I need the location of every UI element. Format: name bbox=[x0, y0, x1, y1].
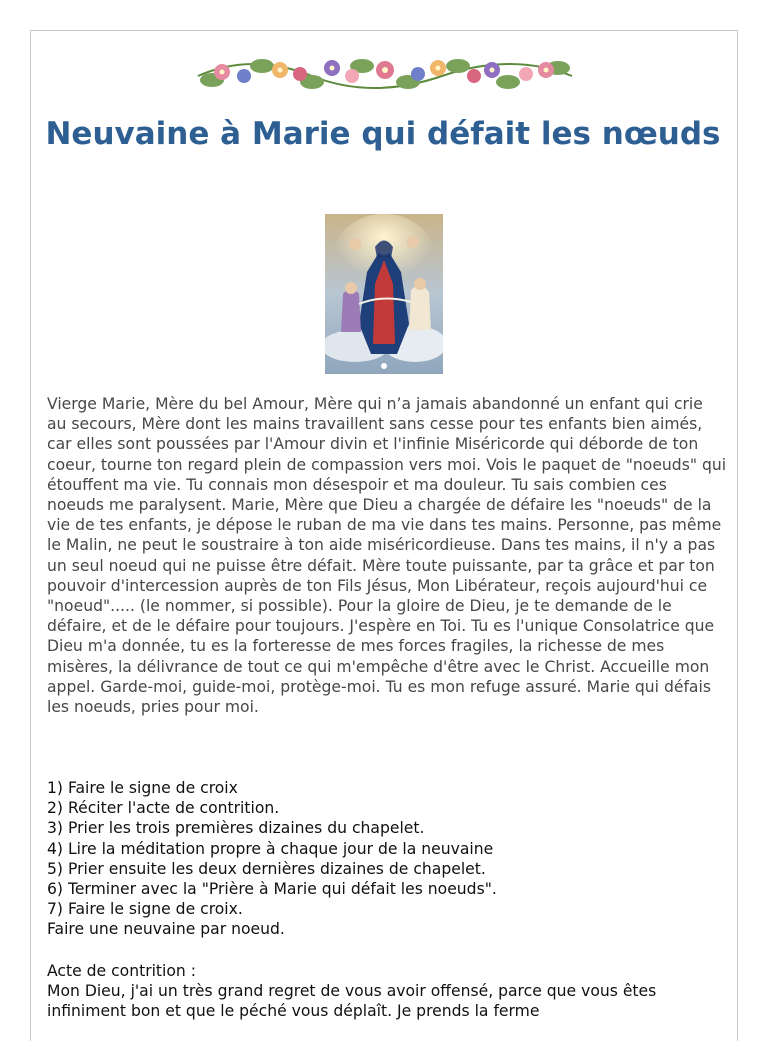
list-item: 4) Lire la méditation propre à chaque jour de la neuvaine bbox=[47, 839, 494, 858]
floral-garland-decoration bbox=[192, 46, 578, 102]
mary-undoer-of-knots-image bbox=[325, 214, 443, 374]
prayer-paragraph: Vierge Marie, Mère du bel Amour, Mère qui n’a jamais abandonné un enfant qui crie au secours, Mère dont les mains travaillent sans cesse pour tes enfants bien aimés, car elles sont poussées par l'Amour divin et l'infinie Miséricorde qui déborde de ton coeur, tourne ton regard plein de compassion vers moi. Vois le paquet de "noeuds" qui étouffent ma vie. Tu connais mon désespoir et ma douleur. Tu sais combien ces noeuds me paralysent. Marie, Mère que Dieu a chargée de défaire les "noeuds" de la vie de tes enfants, je dépose le ruban de ma vie dans tes mains. Personne, pas même le Malin, ne peut le soustraire à ton aide miséricordieuse. Dans tes mains, il n'y a pas un seul noeud qui ne puisse être défait. Mère toute puissante, par ta grâce et par ton pouvoir d'intercession auprès de ton Fils Jésus, Mon Libérateur, reçois aujourd'hui ce "noeud"..... (le nommer, si possible). Pour la gloire de Dieu, je te demande de le défaire, et de le défaire pour toujours. J'espère en Toi. Tu es l'unique Consolatrice que Dieu m'a donnée, tu es la forteresse de mes forces fragiles, la richesse de mes misères, la délivrance de tout ce qui m'empêche d'être avec le Christ. Accueille mon appel. Garde-moi, guide-moi, protège-moi. Tu es mon refuge assuré. Marie qui défais les noeuds, pries pour moi. bbox=[47, 395, 727, 717]
list-item: 2) Réciter l'acte de contrition. bbox=[47, 799, 280, 818]
list-item: 7) Faire le signe de croix. bbox=[47, 900, 243, 919]
contrition-section bbox=[47, 961, 727, 1022]
list-item: 1) Faire le signe de croix bbox=[47, 779, 238, 797]
page-title: Neuvaine à Marie qui défait les nœuds bbox=[45, 116, 721, 152]
novena-steps-list bbox=[47, 778, 727, 940]
list-item: 6) Terminer avec la "Prière à Marie qui défait les noeuds". bbox=[47, 880, 497, 899]
contrition-heading: Acte de contrition : bbox=[47, 962, 197, 980]
list-item: 3) Prier les trois premières dizaines du chapelet. bbox=[47, 819, 425, 838]
contrition-text: Mon Dieu, j'ai un très grand regret de vous avoir offensé, parce que vous êtes infiniment bon et que le péché vous déplaît. Je prends la ferme bbox=[47, 982, 657, 1021]
list-item: 5) Prier ensuite les deux dernières dizaines de chapelet. bbox=[47, 859, 486, 878]
list-item: Faire une neuvaine par noeud. bbox=[47, 920, 285, 939]
